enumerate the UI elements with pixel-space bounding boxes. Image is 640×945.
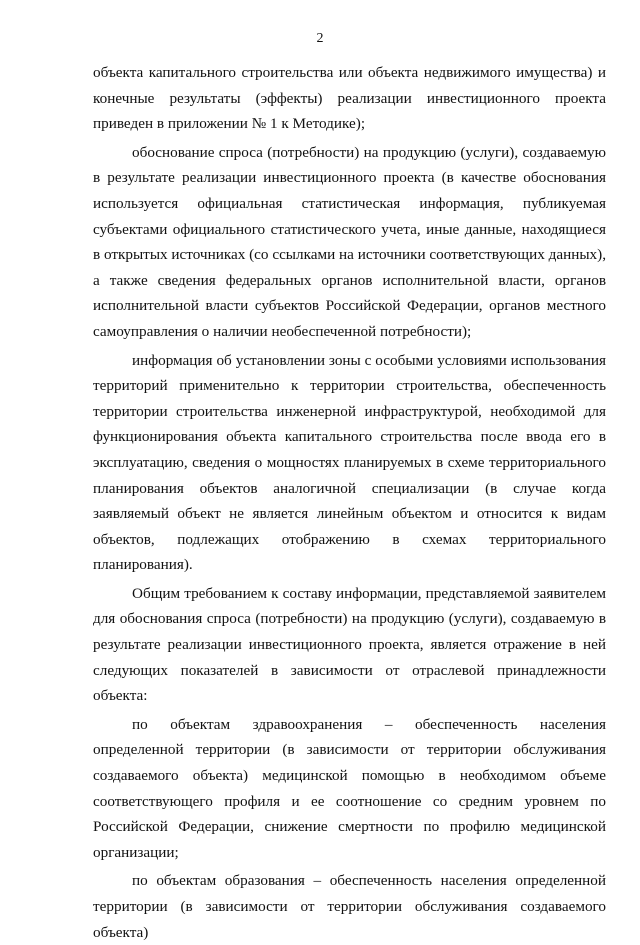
paragraph-continuation: объекта капитального строительства или объекта недвижимого имущества) и конечные результаты (эффекты) реализации инвестиционного проекта приведен в приложении № 1 к Методике); <box>93 64 606 133</box>
paragraph-general-requirement: Общим требованием к составу информации, представляемой заявителем для обоснования спроса (потребности) на продукцию (услуги), создаваемую в результате реализации инвестиционного проекта, является отражение в ней следующих показателей в зависимости от отраслевой принадлежности объекта: <box>93 584 606 705</box>
document-body <box>93 60 606 945</box>
paragraph-demand-justification: обоснование спроса (потребности) на продукцию (услуги), создаваемую в результате реализации инвестиционного проекта (в качестве обоснования используется официальная статистическая информация, публикуемая субъектами официального статистического учета, иные данные, находящиеся в открытых источниках (со ссылками на источники соответствующих данных), а также сведения федеральных органов исполнительной власти, органов исполнительной власти субъектов Российской Федерации, органов местного самоуправления о наличии необеспеченной потребности); <box>93 143 606 340</box>
paragraph-zone-information: информация об установлении зоны с особыми условиями использования территорий применительно к территории строительства, обеспеченность территории строительства инженерной инфраструктурой, необходимой для функционирования объекта капитального строительства после ввода его в эксплуатацию, сведения о мощностях планируемых в схеме территориального планирования объектов аналогичной специализации (в случае когда заявляемый объект не является линейным объектом и относится к видам объектов, подлежащих отображению в схемах территориального планирования). <box>93 351 606 574</box>
paragraph-education: по объектам образования – обеспеченность населения определенной территории (в зависимости от территории обслуживания создаваемого объекта) <box>93 872 606 941</box>
paragraph-healthcare: по объектам здравоохранения – обеспеченность населения определенной территории (в зависимости от территории обслуживания создаваемого объекта) медицинской помощью в необходимом объеме соответствующего профиля и ее соотношение со средним уровнем по Российской Федерации, снижение смертности по профилю медицинской организации; <box>93 715 606 861</box>
page-number: 2 <box>316 31 324 46</box>
